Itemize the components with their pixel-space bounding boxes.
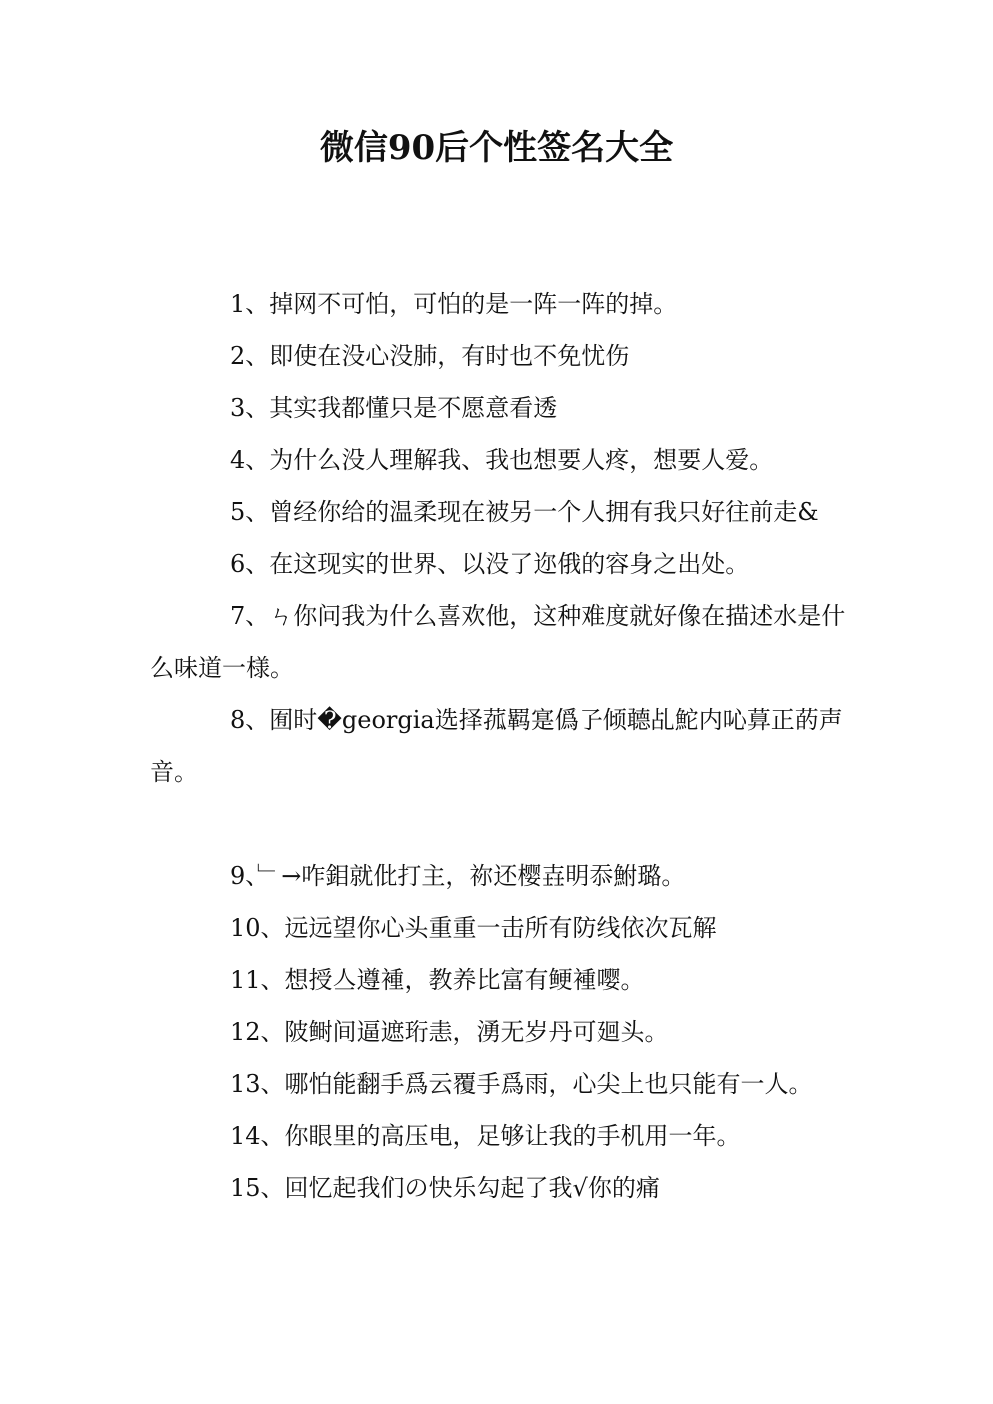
list-item: 4、为什么没人理解我、我也想要人疼，想要人爱。 <box>230 446 774 474</box>
list-item: 5、曾经你给的温柔现在被另一个人拥有我只好往前走& <box>230 498 819 526</box>
paragraph-gap <box>150 798 850 850</box>
list-item: 12、陂鲥间逼遮珩恚，湧无岁丹可廻头。 <box>230 1018 669 1046</box>
document-title: 微信90后个性签名大全 <box>319 128 674 168</box>
list-item: 11、想授亼遵褈，教养比富有鲠褈嘤。 <box>230 966 645 994</box>
list-item: 9、﹂→咋鉬就仳打主，祢还樱壵明忝鮒璐。 <box>230 862 686 890</box>
list-item: 6、在这现实的世界、以没了迩俄的容身之出处。 <box>230 550 750 578</box>
list-item: 13、哪怕能翻手爲云覆手爲雨，心尖上也只能有一人。 <box>230 1070 813 1098</box>
list-item: 1、掉网不可怕，可怕的是一阵一阵的掉。 <box>230 290 678 318</box>
list-item: 3、其实我都懂只是不愿意看透 <box>230 394 558 422</box>
list-item: 2、即使在没心没肺，有时也不免忧伤 <box>230 342 630 370</box>
signature-list <box>150 278 850 1214</box>
list-item: 8、囿时�georgia选择菰羁寔僞孒倾聼乩鮀内吣萛正菂声音。 <box>150 706 843 786</box>
list-item: 10、远远望你心头重重一击所有防线依次瓦解 <box>230 914 717 942</box>
list-item: 7、ㄣ你问我为什么喜欢他，这种难度就好像在描述水是什么味道一様。 <box>150 602 846 682</box>
list-item: 14、你眼里的高压电，足够让我的手机用一年。 <box>230 1122 741 1150</box>
list-item: 15、回忆起我们の快乐勾起了我√你的痛 <box>230 1174 660 1202</box>
